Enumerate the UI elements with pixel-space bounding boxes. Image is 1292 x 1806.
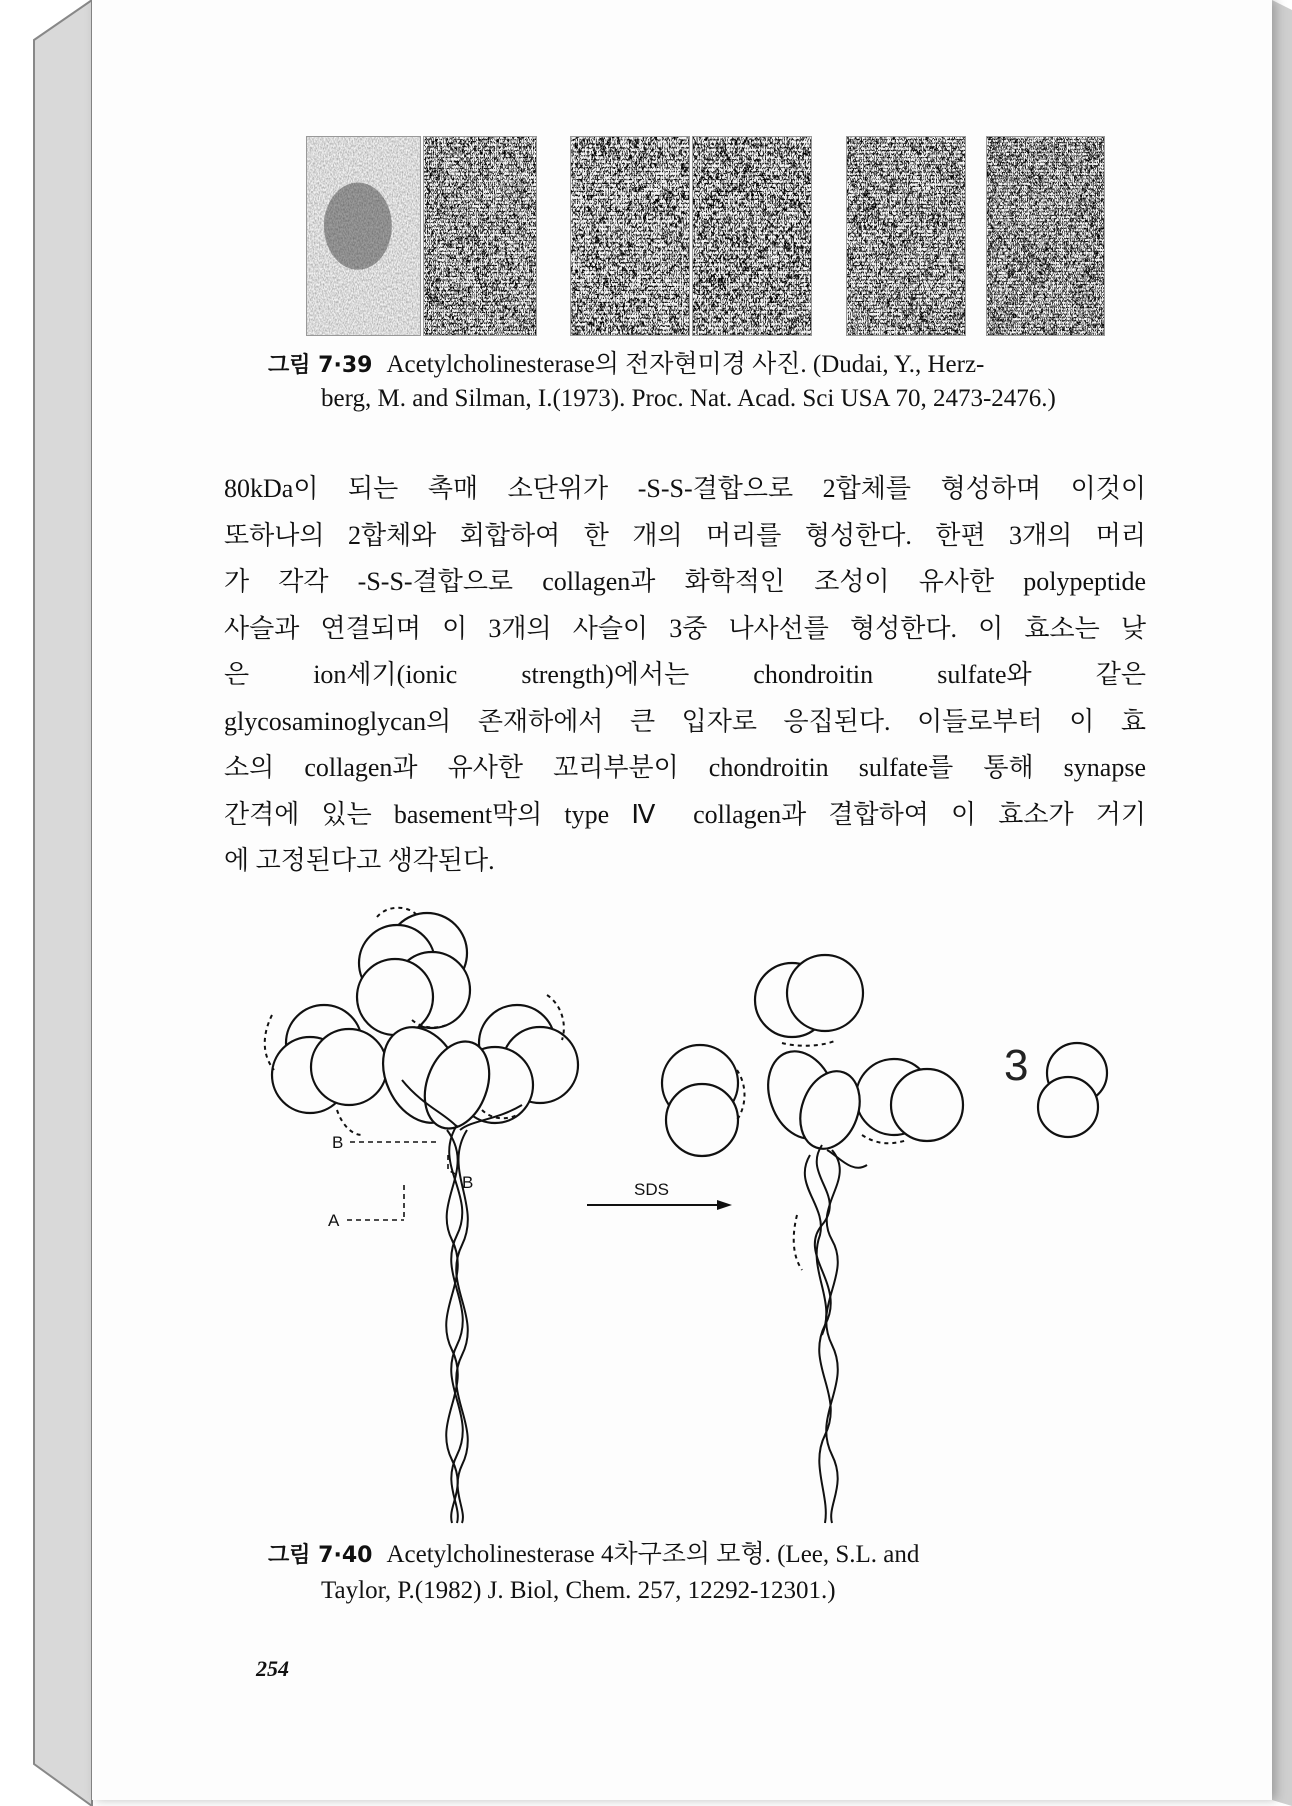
micrograph-1 [306,136,421,336]
figure-7-39-caption-line1 [268,348,984,383]
micrograph-4 [692,136,812,336]
number-three-label: 3 [1004,1041,1029,1090]
label-b-right: B [462,1173,474,1192]
single-dimer [1038,1043,1107,1137]
body-line: 80kDa이 되는 촉매 소단위가 -S-S-결합으로 2합체를 형성하며 이것이 [224,474,1146,503]
right-triple-helix-tail [805,1145,867,1523]
figure-7-40-caption-text: Acetylcholinesterase 4차구조의 모형. (Lee, S.L. and [386,1541,920,1568]
body-line: 소의 collagen과 유사한 꼬리부분이 chondroitin sulfate를 통해 synapse [224,753,1146,782]
body-line: 간격에 있는 basement막의 type Ⅳ collagen과 결합하여 이 효소가 거기 [224,799,1146,829]
micrograph-2 [423,136,537,336]
body-line: glycosaminoglycan의 존재하에서 큰 입자로 응집된다. 이들로부터 이 효 [224,706,1146,736]
label-a: A [328,1211,340,1230]
body-line: 또하나의 2합체와 회합하여 한 개의 머리를 형성한다. 한편 3개의 머리 [224,520,1146,550]
right-left-head [662,1045,738,1156]
figure-7-40-label: 그림 7·40 [268,1543,373,1568]
micrograph-5 [846,136,966,336]
figure-7-40-caption-line1 [268,1538,919,1573]
right-right-head [856,1059,963,1141]
left-top-head [357,913,470,1035]
body-line: 은 ion세기(ionic strength)에서는 chondroitin sulfate와 같은 [224,660,1146,689]
micrograph-3 [570,136,690,336]
right-top-head [755,955,863,1037]
page-number: 254 [256,1656,289,1681]
figure-7-40-caption-line2: Taylor, P.(1982) J. Biol, Chem. 257, 12292-12301.) [321,1577,836,1604]
figure-7-39-caption-line2: berg, M. and Silman, I.(1973). Proc. Nat. Acad. Sci USA 70, 2473-2476.) [321,385,1056,412]
micrograph-6 [986,136,1105,336]
body-line: 에 고정된다고 생각된다. [224,846,495,875]
body-line: 사슬과 연결되며 이 3개의 사슬이 3중 나사선를 형성한다. 이 효소는 낮 [224,613,1146,643]
body-line: 가 각각 -S-S-결합으로 collagen과 화학적인 조성이 유사한 polypeptide [224,567,1146,596]
left-triple-helix-tail [402,1080,522,1523]
body-paragraph [224,466,1146,885]
micrograph-strip [306,136,1103,334]
figure-7-39-label: 그림 7·39 [268,353,373,378]
label-b-left: B [332,1133,344,1152]
sds-label: SDS [634,1180,669,1199]
acetylcholinesterase-model-diagram [262,905,1142,1530]
figure-7-39-caption-text: Acetylcholinesterase의 전자현미경 사진. (Dudai, Y., Herz- [386,351,985,378]
